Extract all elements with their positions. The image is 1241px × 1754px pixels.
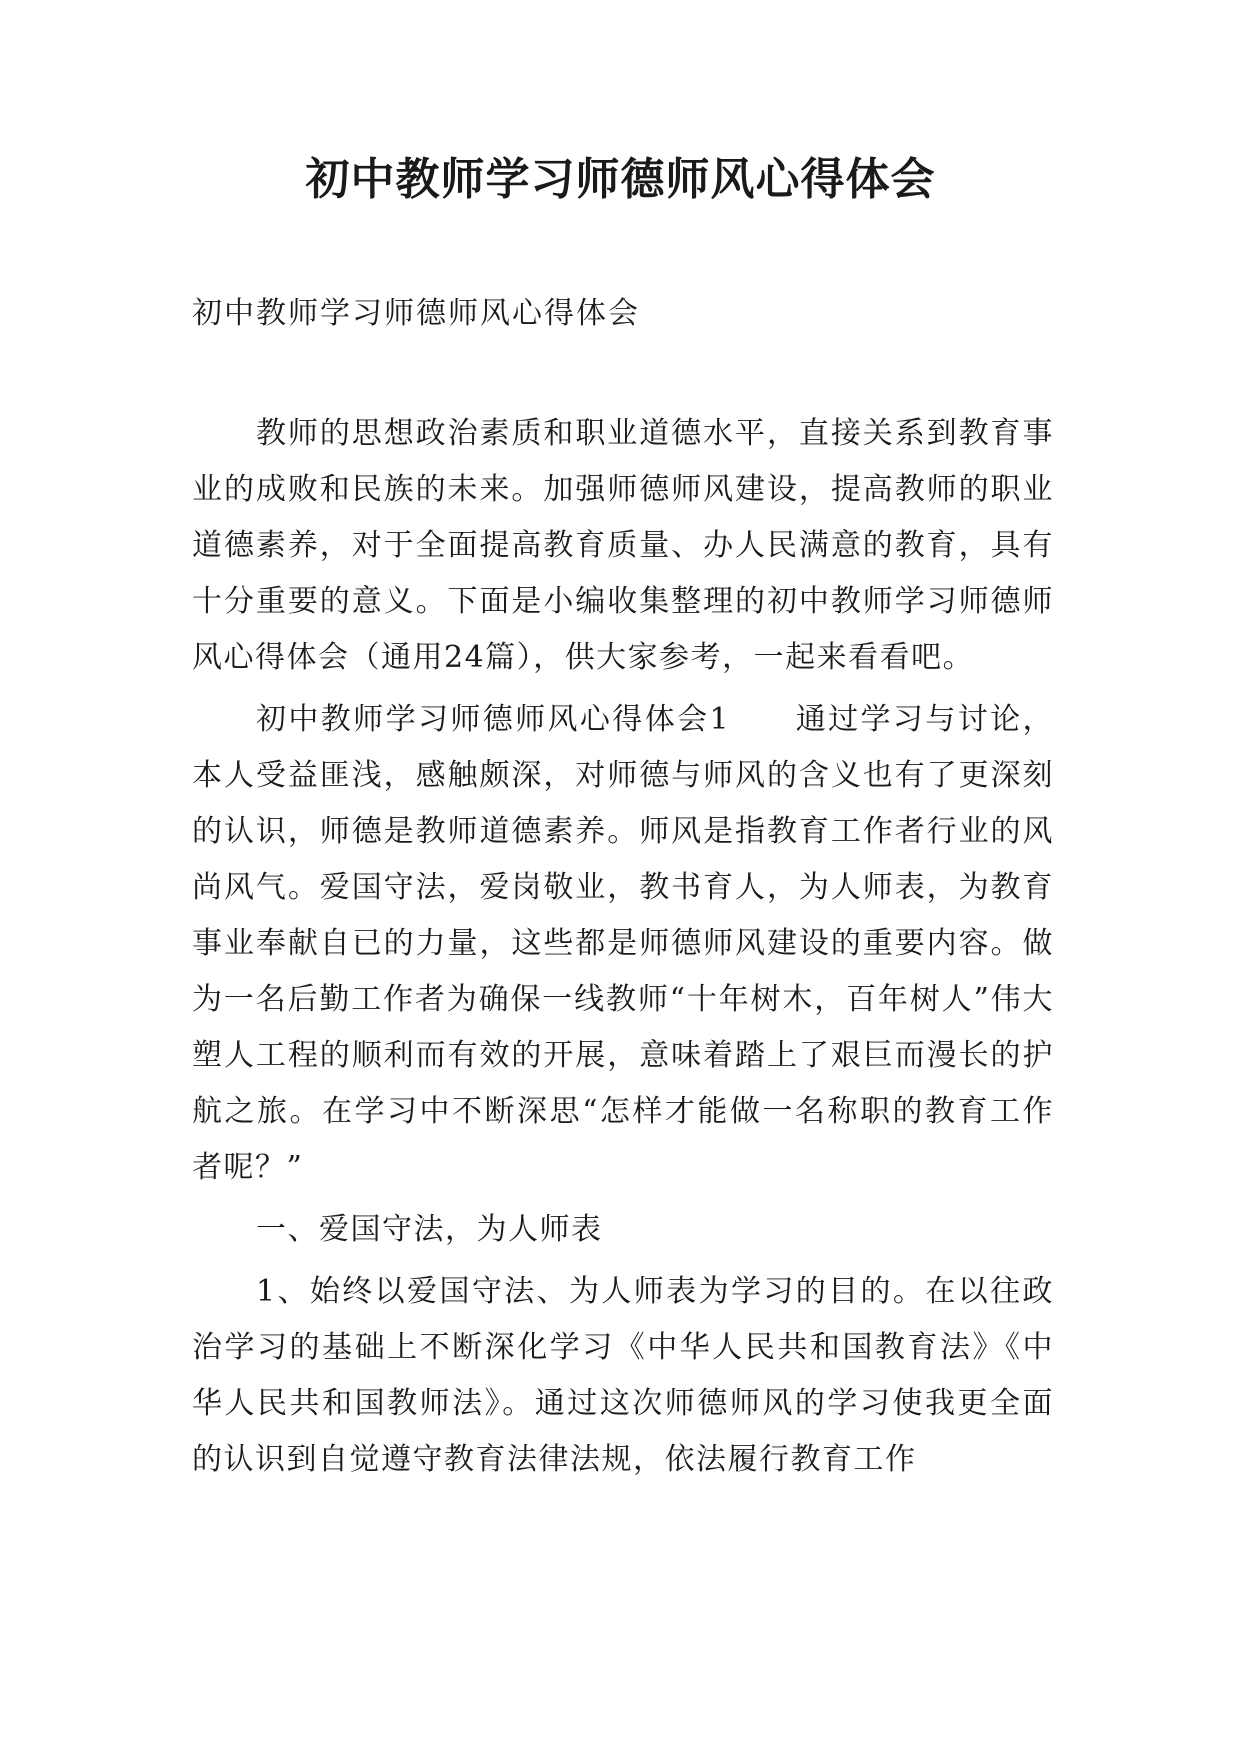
document-body [192,406,1054,1494]
paragraph-essay-1: 初中教师学习师德师风心得体会1 通过学习与讨论，本人受益匪浅，感触颇深，对师德与师风的含义也有了更深刻的认识，师德是教师道德素养。师风是指教育工作者行业的风尚风气。爱国守法，爱岗敬业，教书育人，为人师表，为教育事业奉献自已的力量，这些都是师德师风建设的重要内容。做为一名后勤工作者为确保一线教师“十年树木，百年树人”伟大塑人工程的顺利而有效的开展，意味着踏上了艰巨而漫长的护航之旅。在学习中不断深思“怎样才能做一名称职的教育工作者呢？” [192,702,1054,1185]
paragraph-point-1: 1、始终以爱国守法、为人师表为学习的目的。在以往政治学习的基础上不断深化学习《中华人民共和国教育法》《中华人民共和国教师法》。通过这次师德师风的学习使我更全面的认识到自觉遵守教育法律法规，依法履行教育工作 [192,1274,1054,1477]
section-heading-1: 一、爱国守法，为人师表 [256,1212,603,1247]
paragraph-intro: 教师的思想政治素质和职业道德水平，直接关系到教育事业的成败和民族的未来。加强师德师风建设，提高教师的职业道德素养，对于全面提高教育质量、办人民满意的教育，具有十分重要的意义。下面是小编收集整理的初中教师学习师德师风心得体会（通用24篇），供大家参考，一起来看看吧。 [192,416,1054,675]
document-title: 初中教师学习师德师风心得体会 [305,154,936,205]
document-subtitle: 初中教师学习师德师风心得体会 [192,296,640,331]
